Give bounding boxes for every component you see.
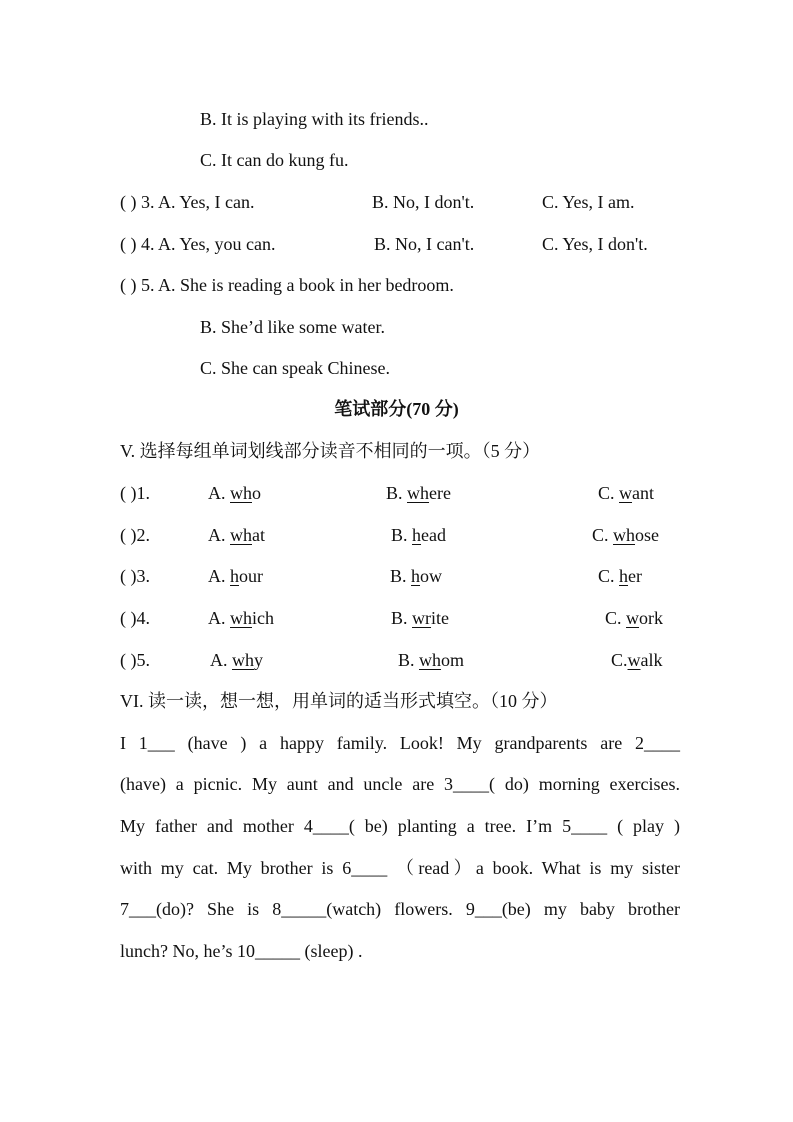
section5-q2-option-a	[208, 524, 265, 546]
option-underlined: h	[230, 566, 239, 586]
option-prefix: C.	[598, 483, 620, 503]
section5-q5-option-b	[398, 649, 464, 671]
section5-heading: V. 选择每组单词划线部分读音不相同的一项。（5 分）	[120, 441, 541, 461]
written-part-title: 笔试部分(70 分)	[334, 399, 459, 419]
option-rest: at	[252, 525, 265, 545]
option-underlined: h	[412, 525, 422, 545]
section5-q3-number: ( )3.	[120, 566, 150, 586]
option-prefix: B.	[391, 525, 413, 545]
option-rest: alk	[640, 650, 663, 670]
option-underlined: wh	[230, 483, 252, 503]
option-rest: ere	[429, 483, 451, 503]
section6-line-4: with my cat. My brother is 6____ （read）a book. What is my sister	[120, 858, 680, 878]
option-prefix: B.	[390, 566, 412, 586]
section5-q1-option-c	[598, 482, 654, 504]
option-rest: ich	[252, 608, 274, 628]
section5-q1-option-b	[386, 482, 451, 504]
option-underlined: w	[627, 650, 641, 670]
option-underlined: w	[619, 483, 633, 503]
option-underlined: wh	[230, 608, 252, 628]
option-underlined: h	[411, 566, 421, 586]
option-rest: y	[254, 650, 263, 670]
section5-q4-option-b	[391, 607, 449, 629]
section5-q5-number: ( )5.	[120, 650, 150, 670]
section5-q4-option-c	[605, 607, 663, 629]
option-prefix: A.	[208, 483, 230, 503]
q2-option-c: C. It can do kung fu.	[200, 150, 349, 170]
q4-prefix: ( ) 4. A. Yes, you can.	[120, 234, 276, 254]
option-underlined: wh	[613, 525, 636, 545]
option-prefix: B.	[398, 650, 420, 670]
section6-line-1: I 1___ (have ) a happy family. Look! My grandparents are 2____	[120, 733, 680, 753]
option-rest: ow	[420, 566, 443, 586]
option-prefix: A.	[208, 566, 230, 586]
option-underlined: wh	[419, 650, 442, 670]
section5-q1-option-a	[208, 482, 261, 504]
option-prefix: A.	[208, 608, 230, 628]
section5-q5-option-a	[210, 649, 263, 671]
option-prefix: C.	[592, 525, 614, 545]
section5-q1-number: ( )1.	[120, 483, 150, 503]
option-rest: o	[252, 483, 261, 503]
section6-line-3: My father and mother 4____( be) planting a tree. I’m 5____ ( play )	[120, 816, 680, 836]
section5-q4-option-a	[208, 607, 274, 629]
option-rest: ead	[421, 525, 446, 545]
q4-option-c: C. Yes, I don't.	[542, 234, 648, 254]
section6-heading: VI. 读一读，想一想，用单词的适当形式填空。（10 分）	[120, 691, 558, 711]
section5-q3-option-b	[390, 565, 442, 587]
option-rest: om	[441, 650, 465, 670]
option-rest: er	[628, 566, 642, 586]
option-prefix: C.	[611, 650, 628, 670]
q5-option-b: B. She’d like some water.	[200, 317, 385, 337]
option-rest: ork	[639, 608, 664, 628]
section5-q5-option-c	[611, 649, 663, 671]
option-prefix: A.	[210, 650, 232, 670]
q3-option-c: C. Yes, I am.	[542, 192, 635, 212]
section5-q2-number: ( )2.	[120, 525, 150, 545]
section6-line-5: 7___(do)? She is 8_____(watch) flowers. 9___(be) my baby brother	[120, 899, 680, 919]
section5-q3-option-a	[208, 565, 263, 587]
option-prefix: C.	[605, 608, 627, 628]
option-underlined: w	[626, 608, 640, 628]
option-prefix: A.	[208, 525, 230, 545]
option-prefix: B.	[386, 483, 408, 503]
q5-option-c: C. She can speak Chinese.	[200, 358, 390, 378]
option-prefix: B.	[391, 608, 413, 628]
q2-option-b: B. It is playing with its friends..	[200, 109, 429, 129]
option-rest: our	[239, 566, 263, 586]
option-underlined: wh	[407, 483, 430, 503]
option-underlined: wr	[412, 608, 432, 628]
section5-q4-number: ( )4.	[120, 608, 150, 628]
q3-prefix: ( ) 3. A. Yes, I can.	[120, 192, 255, 212]
section5-q3-option-c	[598, 565, 642, 587]
q5-prefix: ( ) 5. A. She is reading a book in her bedroom.	[120, 275, 454, 295]
section5-q2-option-c	[592, 524, 659, 546]
section6-line-2: (have) a picnic. My aunt and uncle are 3____( do) morning exercises.	[120, 774, 680, 794]
q4-option-b: B. No, I can't.	[374, 234, 475, 254]
option-underlined: wh	[232, 650, 254, 670]
option-rest: ose	[635, 525, 660, 545]
option-underlined: wh	[230, 525, 252, 545]
option-underlined: h	[619, 566, 629, 586]
section6-line-6: lunch? No, he’s 10_____ (sleep) .	[120, 941, 363, 961]
option-rest: ant	[632, 483, 655, 503]
option-rest: ite	[431, 608, 450, 628]
q3-option-b: B. No, I don't.	[372, 192, 475, 212]
option-prefix: C.	[598, 566, 620, 586]
section5-q2-option-b	[391, 524, 446, 546]
